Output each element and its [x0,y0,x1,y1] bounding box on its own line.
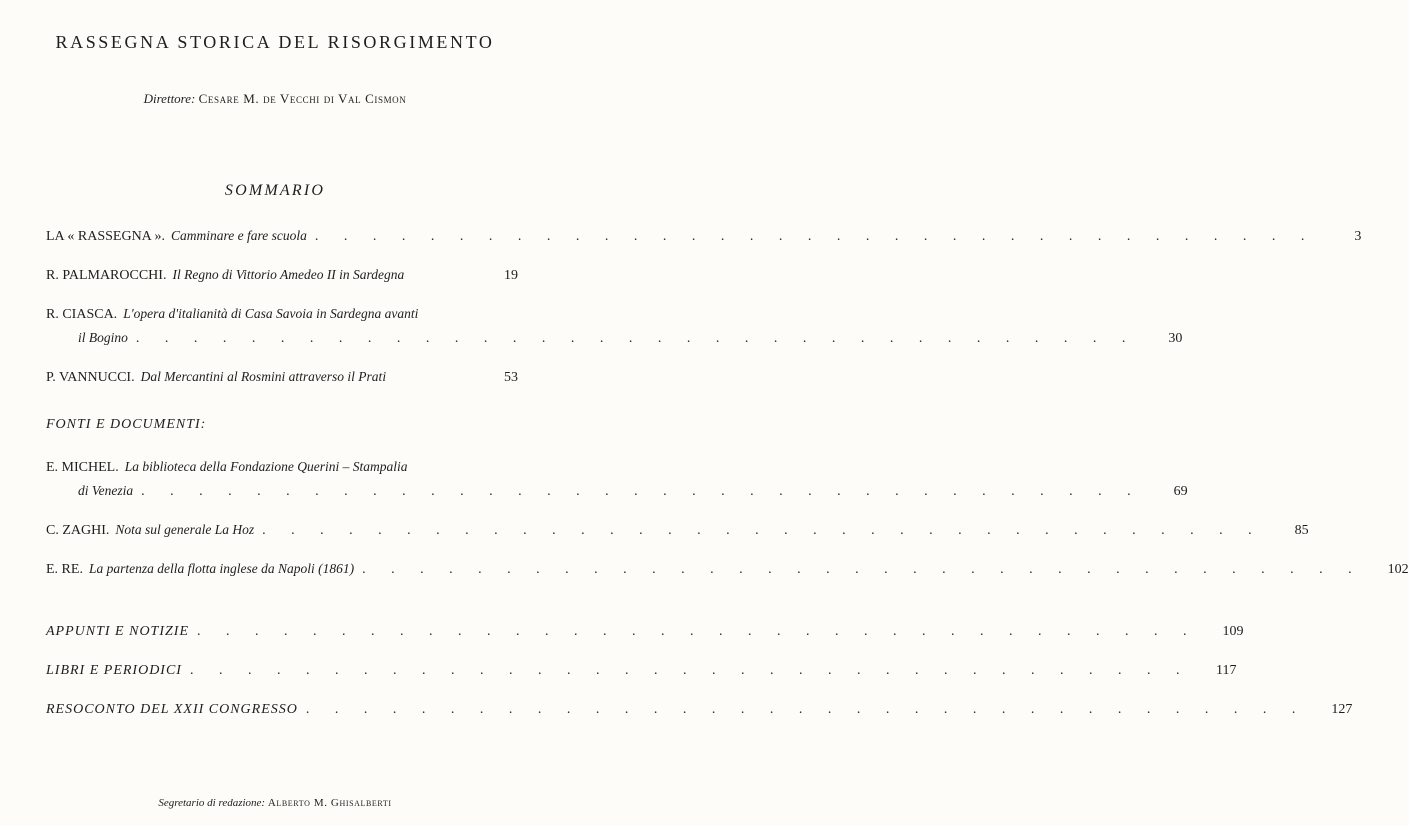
journal-masthead: RASSEGNA STORICA DEL RISORGIMENTO [55,32,495,52]
secretary-name: Alberto M. Ghisalberti [267,797,392,809]
toc-entry-ciasca [46,306,1183,354]
toc-entry-palmarocchi [46,267,518,291]
toc-title: Dal Mercantini al Rosmini attraverso il Prati [140,369,387,384]
toc-section-title: LIBRI E PERIODICI [46,663,182,678]
toc-entry-zaghi [46,522,1309,546]
toc-page-number: 3 [1354,229,1362,244]
toc-page-number: 127 [1331,702,1353,717]
toc-page-number: 69 [1173,484,1188,499]
toc-section-title: APPUNTI E NOTIZIE [46,624,189,639]
toc-title-continuation: di Venezia [78,483,134,498]
toc-entry-resoconto [46,702,1353,726]
toc-entry-appunti [46,624,1244,648]
toc-title: Nota sul generale La Hoz [115,522,255,537]
toc-page-number: 53 [504,370,518,385]
toc-author: R. CIASCA. [46,307,118,322]
toc-title: Il Regno di Vittorio Amedeo II in Sardegna [172,267,405,282]
toc-author: C. ZAGHI. [46,523,110,538]
dot-leader: . . . . . . . . . . . . . . . . . . . . . . . . . . . . . . . . . . . [141,484,1142,499]
toc-entry-rassegna [46,228,1362,252]
dot-leader: . . . . . . . . . . . . . . . . . . . . . . . . . . . . . . . . . . . [262,523,1263,538]
toc-author: E. MICHEL. [46,460,119,475]
toc-title-continuation: il Bogino [78,330,128,345]
secretary-label: Segretario di redazione: [158,797,266,809]
toc-author: LA « RASSEGNA ». [46,229,166,244]
toc-entry-michel [46,459,1188,507]
toc-title: Camminare e fare scuola [171,228,307,243]
toc-section-title: RESOCONTO DEL XXII CONGRESSO [46,702,298,717]
toc-title: La biblioteca della Fondazione Querini – Stampalia [124,459,408,474]
toc-author: R. PALMAROCCHI. [46,268,167,283]
section-heading-fonti: FONTI E DOCUMENTI: [46,417,207,432]
toc-title: La partenza della flotta inglese da Napoli (1861) [88,561,355,576]
dot-leader: . . . . . . . . . . . . . . . . . . . . . . . . . . . . . . . . . . . [189,663,1191,678]
toc-page-number: 117 [1215,663,1237,678]
toc-page-number: 102 [1387,562,1409,577]
dot-leader: . . . . . . . . . . . . . . . . . . . . . . . . . . . . . . . . . . . [197,624,1198,639]
toc-page-number: 109 [1222,624,1244,639]
dot-leader: . . . . . . . . . . . . . . . . . . . . . . . . . . . . . . . . . . . [135,331,1137,346]
toc-entry-re [46,561,1409,585]
toc-entry-libri [46,663,1237,687]
director-line [0,91,550,107]
toc-page-number: 19 [504,268,518,283]
director-name: Cesare M. de Vecchi di Val Cismon [198,91,407,106]
dot-leader: . . . . . . . . . . . . . . . . . . . . . . . . . . . . . . . . . . . [314,229,1316,244]
toc-page-number: 85 [1294,523,1309,538]
director-label: Direttore: [143,91,196,106]
toc-author: E. RE. [46,562,83,577]
dot-leader: . . . . . . . . . . . . . . . . . . . . . . . . . . . . . . . . . . . [362,562,1363,577]
dot-leader: . . . . . . . . . . . . . . . . . . . . . . . . . . . . . . . . . . . [305,702,1307,717]
toc-title: L'opera d'italianità di Casa Savoia in Sardegna avanti [123,306,419,321]
editorial-secretary-line [0,797,550,809]
toc-author: P. VANNUCCI. [46,370,135,385]
toc-page-number: 30 [1168,331,1183,346]
toc-entry-vannucci [46,369,518,393]
table-of-contents [46,228,1409,726]
summary-heading: SOMMARIO [224,182,326,199]
